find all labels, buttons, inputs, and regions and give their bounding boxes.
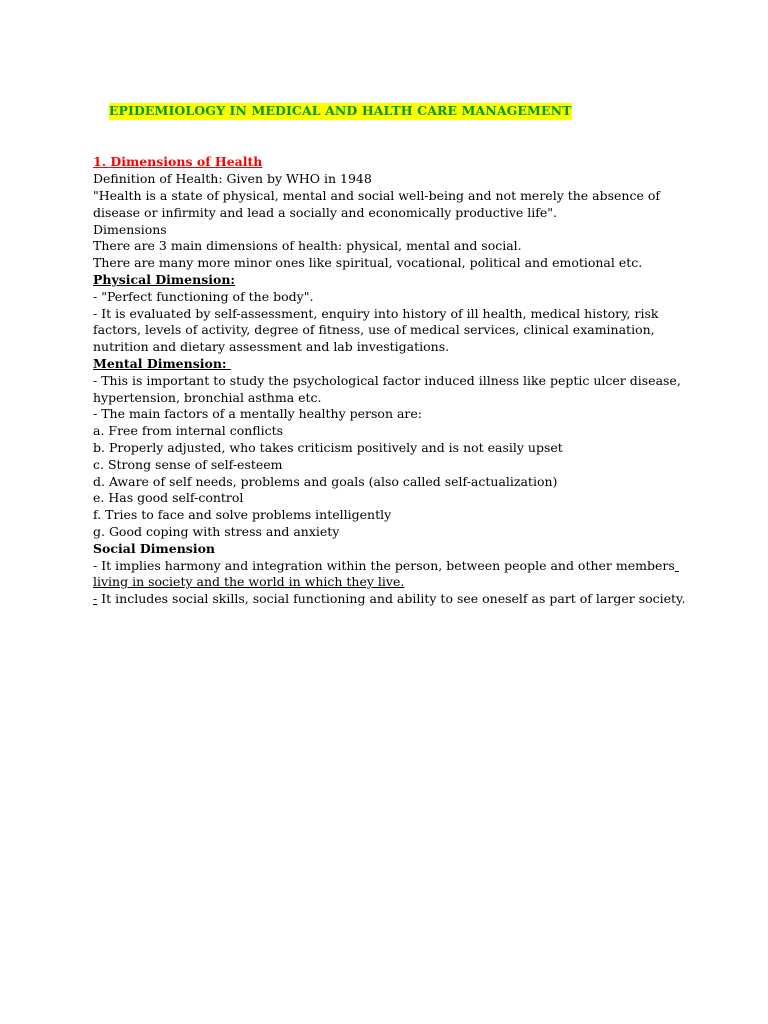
mental-factor-item: f. Tries to face and solve problems intelligently [93,507,392,523]
mental-factor-item: b. Properly adjusted, who takes criticism positively and is not easily upset [93,439,563,455]
social-text: - It implies harmony and integration within the person, between people and other members [93,557,675,573]
mental-factor-item: g. Good coping with stress and anxiety [93,523,340,539]
mental-dimension-heading: Mental Dimension: [93,355,231,371]
social-dash: - [93,591,98,607]
physical-text: - "Perfect functioning of the body". [93,288,314,304]
mental-factor-item: d. Aware of self needs, problems and goals (also called self-actualization) [93,473,558,489]
physical-text: factors, levels of activity, degree of fitness, use of medical services, clinical examination, [93,322,655,338]
section-heading: 1. Dimensions of Health [93,154,263,170]
social-text-line [93,558,713,575]
mental-factor-item: a. Free from internal conflicts [93,423,284,439]
social-dimension-heading: Social Dimension [93,540,215,556]
dimensions-label: Dimensions [93,221,167,237]
definition-quote-line: disease or infirmity and lead a socially and economically productive life". [93,204,558,220]
social-text-trail [675,558,679,573]
social-text: living in society and the world in which they live. [93,574,405,590]
social-text-line [93,591,713,608]
mental-text: hypertension, bronchial asthma etc. [93,389,322,405]
definition-quote-line: "Health is a state of physical, mental and social well-being and not merely the absence of [93,187,661,203]
physical-dimension-heading: Physical Dimension: [93,271,236,287]
mental-factor-item: e. Has good self-control [93,490,244,506]
dimensions-text: There are 3 main dimensions of health: physical, mental and social. [93,238,522,254]
physical-text: nutrition and dietary assessment and lab investigations. [93,339,450,355]
physical-text: - It is evaluated by self-assessment, enquiry into history of ill health, medical history, risk [93,305,659,321]
mental-factor-item: c. Strong sense of self-esteem [93,456,283,472]
document-page [93,86,713,608]
dimensions-text: There are many more minor ones like spiritual, vocational, political and emotional etc. [93,255,643,271]
mental-text: - The main factors of a mentally healthy person are: [93,406,423,422]
mental-text: - This is important to study the psychological factor induced illness like peptic ulcer disease, [93,372,681,388]
title-line [93,86,713,136]
social-text: It includes social skills, social functioning and ability to see oneself as part of larger society. [97,591,686,607]
definition-intro: Definition of Health: Given by WHO in 1948 [93,171,372,187]
document-title: EPIDEMIOLOGY IN MEDICAL AND HALTH CARE MANAGEMENT [108,102,572,118]
